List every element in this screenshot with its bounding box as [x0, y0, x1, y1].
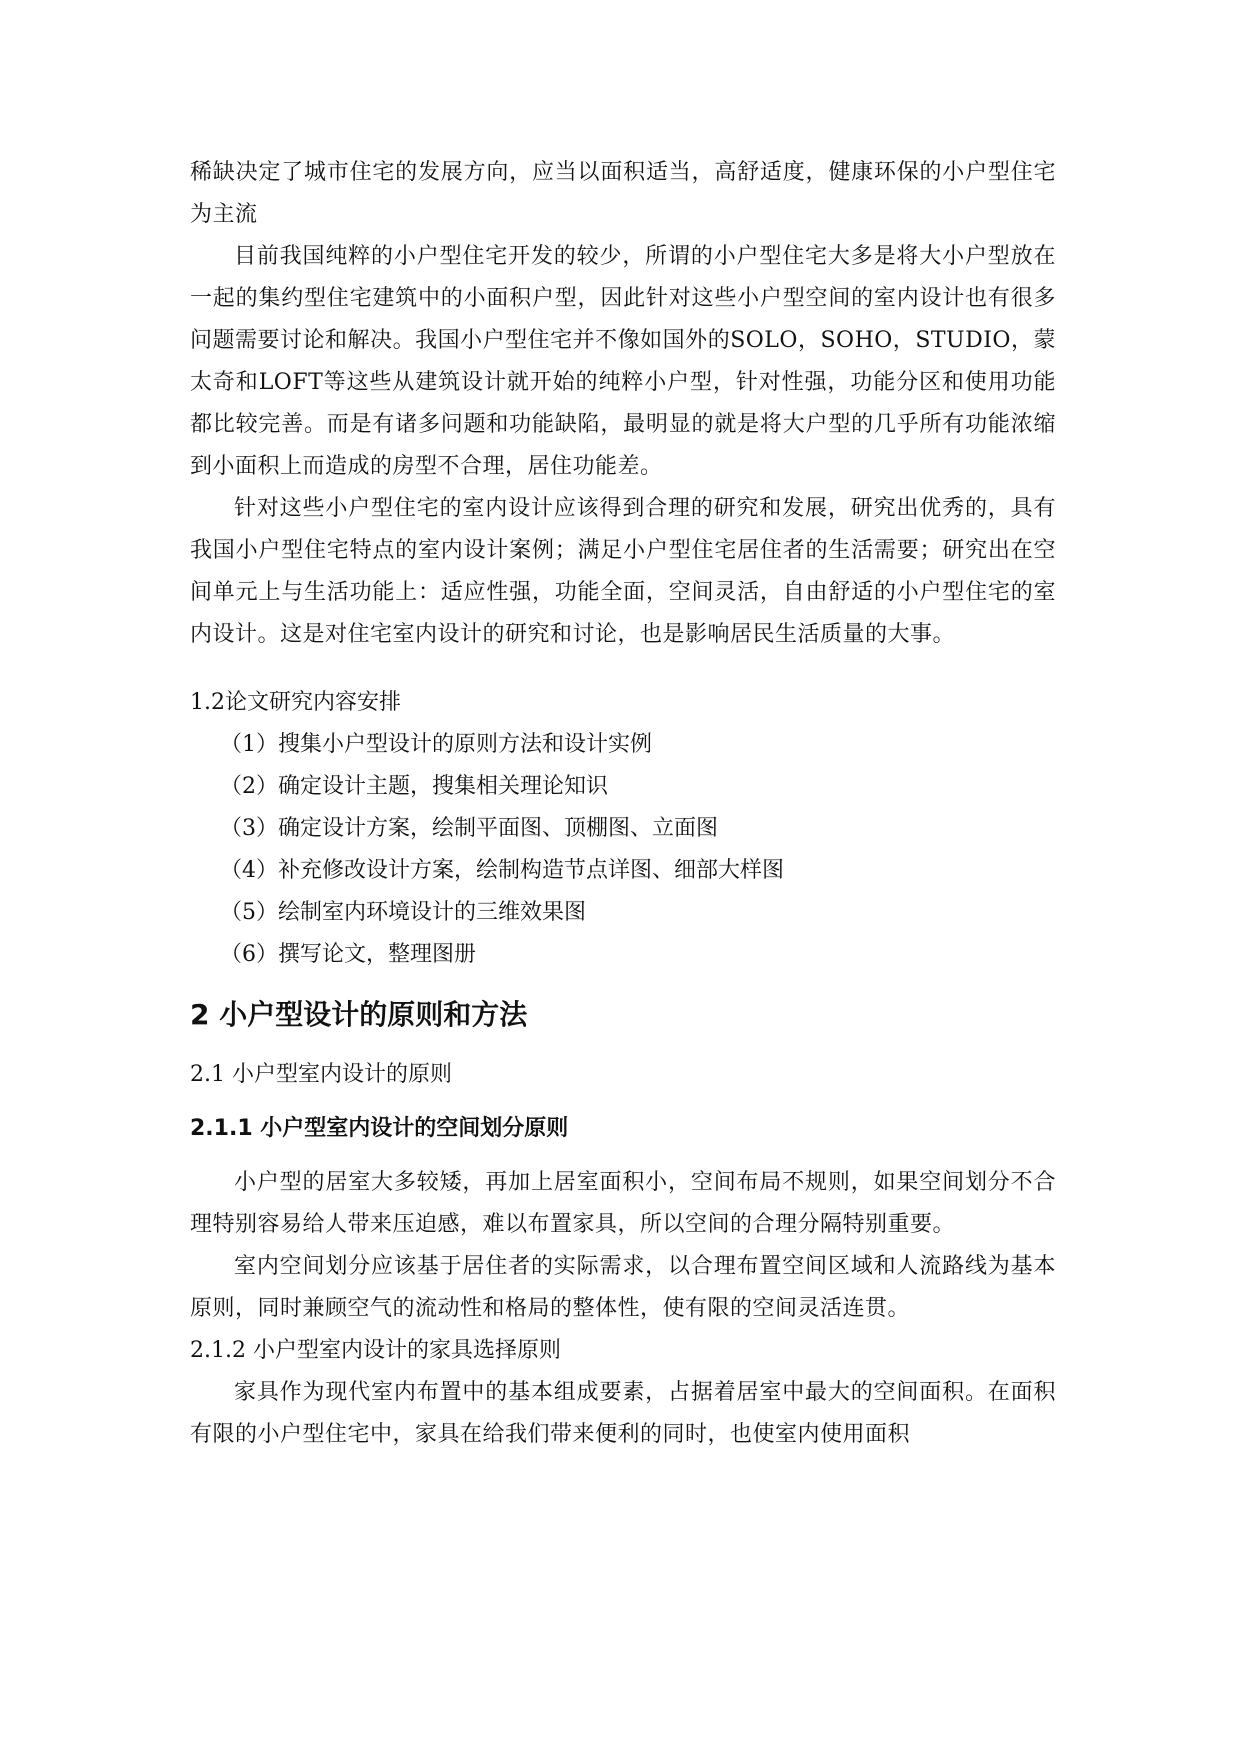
- list-item: （5）绘制室内环境设计的三维效果图: [220, 900, 586, 925]
- page-content: [190, 152, 1056, 1456]
- paragraph-space-division-2: 室内空间划分应该基于居住者的实际需求，以合理布置空间区域和人流路线为基本原则，同时兼顾空气的流动性和格局的整体性，使有限的空间灵活连贯。: [190, 1254, 1056, 1321]
- paragraph-furniture-selection: 家具作为现代室内布置中的基本组成要素，占据着居室中最大的空间面积。在面积有限的小户型住宅中，家具在给我们带来便利的同时，也使室内使用面积: [190, 1380, 1056, 1447]
- section-2-1-title: 2.1 小户型室内设计的原则: [190, 1062, 452, 1087]
- list-item: （6）撰写论文，整理图册: [220, 942, 476, 967]
- list-item: （2）确定设计主题，搜集相关理论知识: [220, 774, 608, 799]
- paragraph-small-unit-status: 目前我国纯粹的小户型住宅开发的较少，所谓的小户型住宅大多是将大小户型放在一起的集约型住宅建筑中的小面积户型，因此针对这些小户型空间的室内设计也有很多问题需要讨论和解决。我国小户型住宅并不像如国外的SOLO，SOHO，STUDIO，蒙太奇和LOFT等这些从建筑设计就开始的纯粹小户型，针对性强，功能分区和使用功能都比较完善。而是有诸多问题和功能缺陷，最明显的就是将大户型的几乎所有功能浓缩到小面积上而造成的房型不合理，居住功能差。: [190, 244, 1056, 479]
- paragraph-research-need: 针对这些小户型住宅的室内设计应该得到合理的研究和发展，研究出优秀的，具有我国小户型住宅特点的室内设计案例；满足小户型住宅居住者的生活需要；研究出在空间单元上与生活功能上：适应性强，功能全面，空间灵活，自由舒适的小户型住宅的室内设计。这是对住宅室内设计的研究和讨论，也是影响居民生活质量的大事。: [190, 496, 1056, 647]
- paragraph-continuation: 稀缺决定了城市住宅的发展方向，应当以面积适当，高舒适度，健康环保的小户型住宅为主流: [190, 160, 1056, 227]
- list-item: （4）补充修改设计方案，绘制构造节点详图、细部大样图: [220, 858, 784, 883]
- section-2-1-2-title: 2.1.2 小户型室内设计的家具选择原则: [190, 1338, 561, 1363]
- list-item: （3）确定设计方案，绘制平面图、顶棚图、立面图: [220, 816, 718, 841]
- research-content-list: [190, 724, 1056, 976]
- chapter-2-title: 2 小户型设计的原则和方法: [190, 998, 528, 1031]
- paragraph-space-division-1: 小户型的居室大多较矮，再加上居室面积小，空间布局不规则，如果空间划分不合理特别容易给人带来压迫感，难以布置家具，所以空间的合理分隔特别重要。: [190, 1170, 1056, 1237]
- list-item: （1）搜集小户型设计的原则方法和设计实例: [220, 732, 652, 757]
- spacer: [190, 656, 1056, 682]
- section-2-1-1-title: 2.1.1 小户型室内设计的空间划分原则: [190, 1116, 569, 1141]
- section-1-2-title: 1.2论文研究内容安排: [190, 690, 401, 715]
